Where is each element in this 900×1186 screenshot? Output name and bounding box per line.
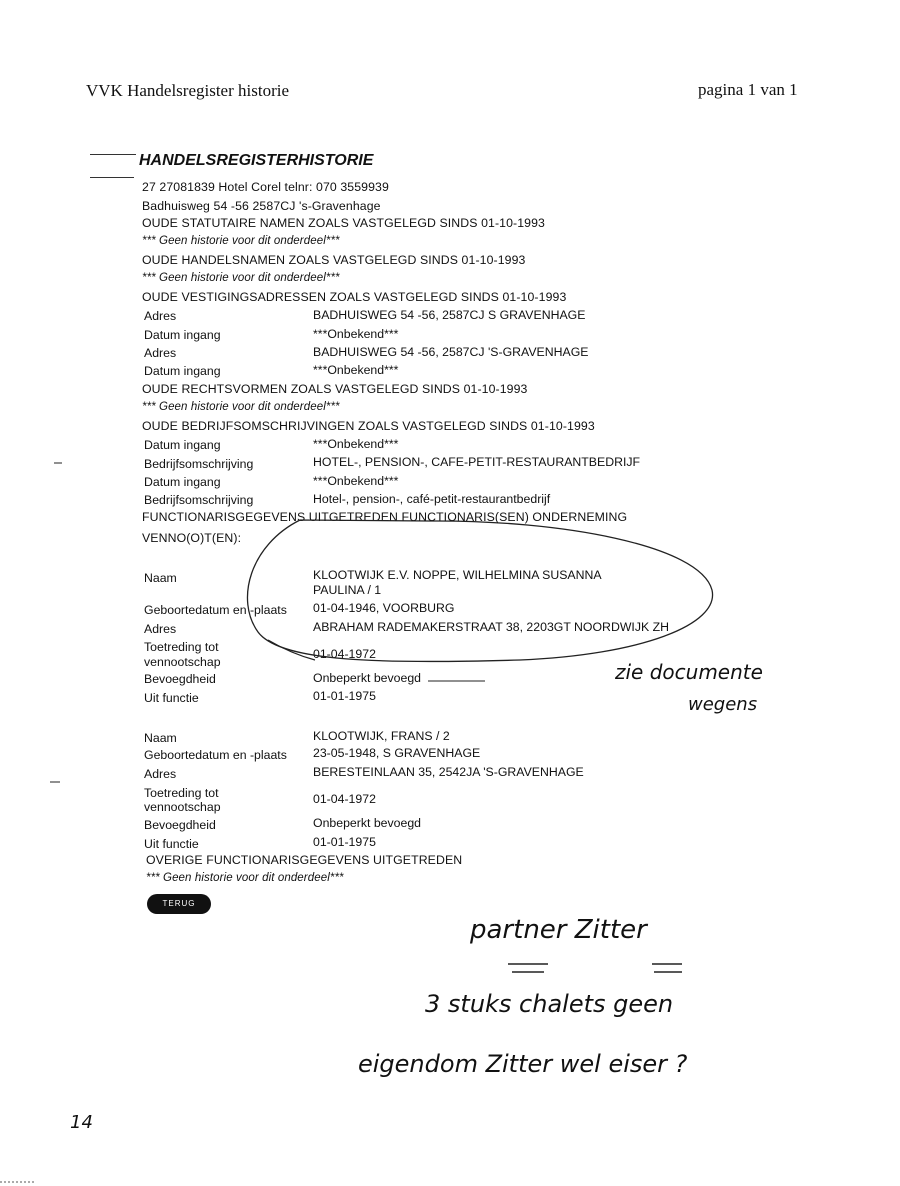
page-header-title: VVK Handelsregister historie: [86, 81, 290, 100]
handwritten-note: partner Zitter: [470, 915, 647, 945]
field-label: vennootschap: [144, 655, 221, 669]
address-line: Badhuisweg 54 -56 2587CJ 's-Gravenhage: [142, 199, 381, 213]
partner-name: KLOOTWIJK E.V. NOPPE, WILHELMINA SUSANNA: [313, 568, 602, 582]
field-value: 01-01-1975: [313, 689, 376, 703]
field-label: Geboortedatum en -plaats: [144, 748, 287, 762]
company-line: 27 27081839 Hotel Corel telnr: 070 3559939: [142, 180, 389, 194]
field-value: 01-04-1946, VOORBURG: [313, 601, 455, 615]
field-value: ***Onbekend***: [313, 327, 399, 341]
field-label: Toetreding tot: [144, 640, 219, 654]
field-label: Datum ingang: [144, 475, 221, 489]
field-value: ***Onbekend***: [313, 363, 399, 377]
handwritten-page-number: 14: [70, 1112, 93, 1133]
field-label: Datum ingang: [144, 328, 221, 342]
back-button[interactable]: TERUG: [147, 894, 211, 914]
field-label: Geboortedatum en -plaats: [144, 603, 287, 617]
field-value: ***Onbekend***: [313, 437, 399, 451]
field-label: Adres: [144, 622, 177, 636]
section-statutaire: OUDE STATUTAIRE NAMEN ZOALS VASTGELEGD SINDS 01-10-1993: [142, 216, 545, 230]
field-value: ABRAHAM RADEMAKERSTRAAT 38, 2203GT NOORDWIJK ZH: [313, 620, 670, 634]
field-label: Uit functie: [144, 691, 199, 705]
field-label: Naam: [144, 571, 177, 585]
field-label: Uit functie: [144, 837, 199, 851]
field-label: Bevoegdheid: [144, 672, 216, 686]
field-label: Datum ingang: [144, 364, 221, 378]
section-handelsnamen: OUDE HANDELSNAMEN ZOALS VASTGELEGD SINDS 01-10-1993: [142, 253, 526, 267]
field-value: BERESTEINLAAN 35, 2542JA 'S-GRAVENHAGE: [313, 765, 584, 779]
section-overige: OVERIGE FUNCTIONARISGEGEVENS UITGETREDEN: [146, 853, 463, 867]
document-title: HANDELSREGISTERHISTORIE: [139, 152, 374, 169]
field-value: 01-04-1972: [313, 792, 376, 806]
field-value: BADHUISWEG 54 -56, 2587CJ S GRAVENHAGE: [313, 308, 586, 322]
no-history-note: *** Geen historie voor dit onderdeel***: [142, 401, 340, 413]
no-history-note: *** Geen historie voor dit onderdeel***: [142, 272, 340, 284]
partner-name-continued: PAULINA / 1: [313, 583, 382, 597]
handwritten-note: 3 stuks chalets geen: [425, 990, 674, 1018]
field-value: Onbeperkt bevoegd: [313, 816, 422, 830]
field-value: BADHUISWEG 54 -56, 2587CJ 'S-GRAVENHAGE: [313, 345, 589, 359]
field-label: Bedrijfsomschrijving: [144, 493, 254, 507]
field-value: 01-01-1975: [313, 835, 376, 849]
section-vennoten: VENNO(O)T(EN):: [142, 531, 242, 545]
field-label: Datum ingang: [144, 438, 221, 452]
field-value: 23-05-1948, S GRAVENHAGE: [313, 746, 481, 760]
handwritten-note: eigendom Zitter wel eiser ?: [358, 1050, 688, 1078]
section-vestigingsadressen: OUDE VESTIGINGSADRESSEN ZOALS VASTGELEGD SINDS 01-10-1993: [142, 290, 567, 304]
page-number-indicator: pagina 1 van 1: [698, 80, 798, 99]
field-value: HOTEL-, PENSION-, CAFE-PETIT-RESTAURANTBEDRIJF: [313, 455, 641, 469]
section-functionaris: FUNCTIONARISGEGEVENS UITGETREDEN FUNCTIONARIS(SEN) ONDERNEMING: [142, 510, 628, 524]
field-label: Adres: [144, 346, 177, 360]
no-history-note: *** Geen historie voor dit onderdeel***: [142, 235, 340, 247]
field-value: ***Onbekend***: [313, 474, 399, 488]
handwritten-note: zie documente: [615, 660, 763, 684]
field-value: 01-04-1972: [313, 647, 376, 661]
no-history-note: *** Geen historie voor dit onderdeel***: [146, 872, 344, 884]
field-label: Naam: [144, 731, 177, 745]
section-bedrijfsomschrijvingen: OUDE BEDRIJFSOMSCHRIJVINGEN ZOALS VASTGELEGD SINDS 01-10-1993: [142, 419, 595, 433]
circle-annotation: [247, 520, 712, 662]
field-label: Adres: [144, 309, 177, 323]
field-label: vennootschap: [144, 800, 221, 814]
partner-name: KLOOTWIJK, FRANS / 2: [313, 729, 450, 743]
field-label: Bedrijfsomschrijving: [144, 457, 254, 471]
section-rechtsvormen: OUDE RECHTSVORMEN ZOALS VASTGELEGD SINDS 01-10-1993: [142, 382, 528, 396]
handwritten-note: wegens: [688, 694, 758, 715]
field-value: Onbeperkt bevoegd: [313, 671, 422, 685]
field-value: Hotel-, pension-, café-petit-restaurantbedrijf: [313, 492, 551, 506]
field-label: Bevoegdheid: [144, 818, 216, 832]
field-label: Toetreding tot: [144, 786, 219, 800]
field-label: Adres: [144, 767, 177, 781]
